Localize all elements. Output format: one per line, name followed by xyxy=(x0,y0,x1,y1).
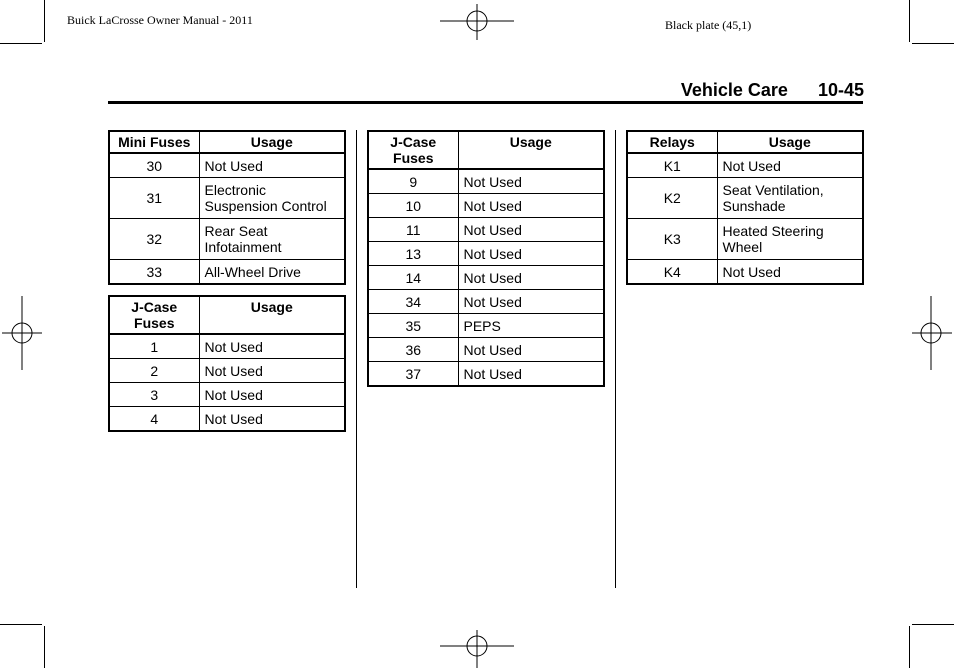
fuse-number: 9 xyxy=(368,169,458,194)
table-row xyxy=(109,383,345,407)
table-row xyxy=(109,219,345,260)
table-row xyxy=(368,266,604,290)
fuse-number: 31 xyxy=(109,178,199,219)
column-header: Usage xyxy=(717,131,863,153)
section-title: Vehicle Care xyxy=(680,80,788,100)
column-divider xyxy=(615,130,616,588)
table-row xyxy=(109,334,345,359)
relay-usage: Seat Ventilation, Sunshade xyxy=(717,178,863,219)
table-header-row xyxy=(109,131,345,153)
fuse-number: 32 xyxy=(109,219,199,260)
column-header: J-Case Fuses xyxy=(109,296,199,334)
heading-rule xyxy=(108,101,863,104)
fuse-usage: Not Used xyxy=(458,290,604,314)
fuse-usage: Not Used xyxy=(199,359,345,383)
fuse-usage: Not Used xyxy=(199,334,345,359)
registration-mark-icon xyxy=(440,630,514,668)
fuse-number: 2 xyxy=(109,359,199,383)
table-row xyxy=(368,218,604,242)
fuse-usage: Not Used xyxy=(458,218,604,242)
crop-mark xyxy=(909,626,910,668)
relay-id: K1 xyxy=(627,153,717,178)
jcase-fuses-table-2 xyxy=(367,130,605,387)
fuse-usage: Not Used xyxy=(199,407,345,432)
table-row xyxy=(627,260,863,285)
table-header-row xyxy=(627,131,863,153)
fuse-number: 10 xyxy=(368,194,458,218)
fuse-number: 4 xyxy=(109,407,199,432)
column-divider xyxy=(356,130,357,588)
fuse-usage: All-Wheel Drive xyxy=(199,260,345,285)
column-header: J-Case Fuses xyxy=(368,131,458,169)
table-row xyxy=(109,153,345,178)
table-header-row xyxy=(109,296,345,334)
fuse-number: 37 xyxy=(368,362,458,387)
column-header: Relays xyxy=(627,131,717,153)
table-row xyxy=(368,194,604,218)
column-header: Usage xyxy=(199,296,345,334)
fuse-number: 13 xyxy=(368,242,458,266)
table-row xyxy=(627,178,863,219)
table-row xyxy=(368,242,604,266)
fuse-number: 36 xyxy=(368,338,458,362)
jcase-fuses-table-1 xyxy=(108,295,346,432)
fuse-number: 34 xyxy=(368,290,458,314)
fuse-usage: Not Used xyxy=(458,169,604,194)
fuse-usage: Not Used xyxy=(458,362,604,387)
relay-id: K4 xyxy=(627,260,717,285)
fuse-usage: Rear Seat Infotainment xyxy=(199,219,345,260)
fuse-usage: Not Used xyxy=(199,153,345,178)
column-header: Usage xyxy=(458,131,604,169)
table-row xyxy=(627,153,863,178)
table-row xyxy=(368,338,604,362)
table-row xyxy=(368,362,604,387)
table-row xyxy=(368,314,604,338)
table-header-row xyxy=(368,131,604,169)
fuse-usage: Not Used xyxy=(458,338,604,362)
fuse-number: 35 xyxy=(368,314,458,338)
relay-id: K2 xyxy=(627,178,717,219)
registration-mark-icon xyxy=(912,296,952,370)
section-heading xyxy=(681,80,864,101)
table-row xyxy=(109,407,345,432)
relay-usage: Heated Steering Wheel xyxy=(717,219,863,260)
registration-mark-icon xyxy=(440,4,514,40)
crop-mark xyxy=(912,43,954,44)
fuse-usage: Electronic Suspension Control xyxy=(199,178,345,219)
fuse-number: 30 xyxy=(109,153,199,178)
crop-mark xyxy=(0,43,42,44)
crop-mark xyxy=(44,626,45,668)
registration-mark-icon xyxy=(2,296,42,370)
mini-fuses-table xyxy=(108,130,346,285)
table-row xyxy=(109,359,345,383)
fuse-usage: Not Used xyxy=(458,194,604,218)
plate-label: Black plate (45,1) xyxy=(665,18,752,32)
crop-mark xyxy=(44,0,45,42)
fuse-number: 1 xyxy=(109,334,199,359)
relay-id: K3 xyxy=(627,219,717,260)
fuse-usage: Not Used xyxy=(199,383,345,407)
fuse-usage: Not Used xyxy=(458,242,604,266)
column-header: Mini Fuses xyxy=(109,131,199,153)
relays-table xyxy=(626,130,864,285)
fuse-number: 3 xyxy=(109,383,199,407)
table-row xyxy=(368,290,604,314)
column-header: Usage xyxy=(199,131,345,153)
page-number: 10-45 xyxy=(817,80,864,100)
table-row xyxy=(109,260,345,285)
manual-title: Buick LaCrosse Owner Manual - 2011 xyxy=(67,13,253,27)
fuse-usage: PEPS xyxy=(458,314,604,338)
fuse-number: 11 xyxy=(368,218,458,242)
fuse-usage: Not Used xyxy=(458,266,604,290)
fuse-number: 14 xyxy=(368,266,458,290)
crop-mark xyxy=(909,0,910,42)
table-row xyxy=(627,219,863,260)
relay-usage: Not Used xyxy=(717,260,863,285)
table-row xyxy=(368,169,604,194)
table-row xyxy=(109,178,345,219)
fuse-number: 33 xyxy=(109,260,199,285)
relay-usage: Not Used xyxy=(717,153,863,178)
crop-mark xyxy=(0,624,42,625)
crop-mark xyxy=(912,624,954,625)
